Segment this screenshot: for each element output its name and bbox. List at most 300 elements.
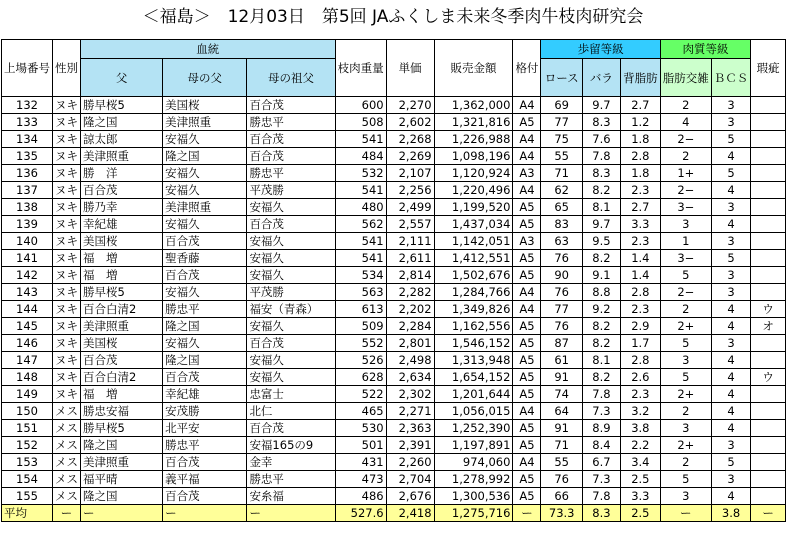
cell-sales-amount: 1,321,816: [434, 114, 513, 131]
cell-loin: 77: [541, 301, 582, 318]
table-row: [2, 114, 786, 131]
cell-marbling: 2−: [660, 182, 711, 199]
cell-loin: 75: [541, 131, 582, 148]
cell-defect: [751, 471, 786, 488]
cell-rib: 7.8: [582, 386, 620, 403]
cell-defect: [751, 386, 786, 403]
cell-sex: ヌキ: [53, 165, 81, 182]
cell-back-fat: 2.8: [620, 284, 660, 301]
cell-grade: A4: [513, 182, 541, 199]
cell-unit-price: 2,814: [386, 267, 434, 284]
cell-sire: 百合白清2: [81, 301, 163, 318]
cell-dam-sire: 幸紀雄: [163, 386, 247, 403]
cell-bcs: 4: [711, 182, 751, 199]
cell-back-fat: 2.6: [620, 369, 660, 386]
cell-sales-amount: 1,362,000: [434, 97, 513, 114]
cell-ear-no: 151: [2, 420, 53, 437]
average-defect: ー: [751, 505, 786, 522]
cell-sire: 勝早桜5: [81, 420, 163, 437]
cell-sales-amount: 1,120,924: [434, 165, 513, 182]
cell-carcass-weight: 534: [335, 267, 386, 284]
cell-dam-sire: 百合茂: [163, 267, 247, 284]
table-row: [2, 352, 786, 369]
cell-sex: ヌキ: [53, 97, 81, 114]
cell-carcass-weight: 532: [335, 165, 386, 182]
cell-bcs: 4: [711, 148, 751, 165]
cell-dam-grandsire: 福安（青森）: [247, 301, 335, 318]
cell-sex: ヌキ: [53, 267, 81, 284]
cell-sex: ヌキ: [53, 386, 81, 403]
average-back-fat: 2.5: [620, 505, 660, 522]
cell-carcass-weight: 486: [335, 488, 386, 505]
cell-grade: A5: [513, 318, 541, 335]
cell-bcs: 5: [711, 454, 751, 471]
cell-back-fat: 3.3: [620, 216, 660, 233]
cell-marbling: 5: [660, 471, 711, 488]
average-sex: ー: [53, 505, 81, 522]
cell-loin: 90: [541, 267, 582, 284]
cell-sex: ヌキ: [53, 301, 81, 318]
cell-ear-no: 134: [2, 131, 53, 148]
cell-ear-no: 150: [2, 403, 53, 420]
cell-marbling: 5: [660, 335, 711, 352]
cell-back-fat: 3.4: [620, 454, 660, 471]
cell-dam-grandsire: 金幸: [247, 454, 335, 471]
cell-defect: [751, 403, 786, 420]
cell-bcs: 4: [711, 403, 751, 420]
cell-unit-price: 2,634: [386, 369, 434, 386]
table-row: [2, 454, 786, 471]
cell-defect: [751, 437, 786, 454]
cell-back-fat: 2.3: [620, 386, 660, 403]
cell-carcass-weight: 431: [335, 454, 386, 471]
cell-ear-no: 133: [2, 114, 53, 131]
cell-sire: 隆之国: [81, 114, 163, 131]
cell-defect: [751, 420, 786, 437]
cell-sire: 美津照重: [81, 148, 163, 165]
cell-back-fat: 1.2: [620, 114, 660, 131]
header-loin: ロース: [541, 59, 582, 97]
cell-sex: メス: [53, 488, 81, 505]
cell-sales-amount: 974,060: [434, 454, 513, 471]
cell-bcs: 3: [711, 114, 751, 131]
cell-unit-price: 2,202: [386, 301, 434, 318]
cell-sex: ヌキ: [53, 131, 81, 148]
cell-sire: 美国桜: [81, 335, 163, 352]
cell-defect: [751, 182, 786, 199]
cell-grade: A4: [513, 403, 541, 420]
cell-rib: 6.7: [582, 454, 620, 471]
cell-sales-amount: 1,142,051: [434, 233, 513, 250]
cell-loin: 83: [541, 216, 582, 233]
cell-sex: ヌキ: [53, 199, 81, 216]
cell-grade: A5: [513, 335, 541, 352]
cell-dam-sire: 安福久: [163, 216, 247, 233]
average-sales-amount: 1,275,716: [434, 505, 513, 522]
cell-carcass-weight: 509: [335, 318, 386, 335]
table-row: [2, 148, 786, 165]
cell-bcs: 4: [711, 386, 751, 403]
cell-loin: 65: [541, 199, 582, 216]
cell-sex: ヌキ: [53, 216, 81, 233]
cell-grade: A4: [513, 97, 541, 114]
average-grade: ー: [513, 505, 541, 522]
cell-carcass-weight: 541: [335, 131, 386, 148]
cell-ear-no: 149: [2, 386, 53, 403]
cell-unit-price: 2,268: [386, 131, 434, 148]
cell-sire: 勝早桜5: [81, 284, 163, 301]
cell-ear-no: 140: [2, 233, 53, 250]
cell-marbling: 3−: [660, 250, 711, 267]
cell-dam-sire: 安茂勝: [163, 403, 247, 420]
cell-ear-no: 139: [2, 216, 53, 233]
cell-loin: 71: [541, 437, 582, 454]
cell-unit-price: 2,704: [386, 471, 434, 488]
header-bloodline: 血統: [81, 40, 336, 59]
cell-carcass-weight: 541: [335, 233, 386, 250]
cell-dam-grandsire: 安福165の9: [247, 437, 335, 454]
cell-bcs: 4: [711, 488, 751, 505]
average-unit-price: 2,418: [386, 505, 434, 522]
cell-bcs: 4: [711, 216, 751, 233]
header-unit-price: 単価: [386, 40, 434, 97]
cell-sex: ヌキ: [53, 335, 81, 352]
cell-dam-grandsire: 安福久: [247, 199, 335, 216]
cell-back-fat: 2.9: [620, 318, 660, 335]
average-label: 平均: [2, 505, 53, 522]
cell-loin: 64: [541, 403, 582, 420]
cell-sex: ヌキ: [53, 318, 81, 335]
cell-back-fat: 1.8: [620, 131, 660, 148]
cell-ear-no: 152: [2, 437, 53, 454]
cell-rib: 8.4: [582, 437, 620, 454]
cell-ear-no: 135: [2, 148, 53, 165]
cell-unit-price: 2,676: [386, 488, 434, 505]
cell-rib: 9.1: [582, 267, 620, 284]
cell-dam-sire: 勝忠平: [163, 437, 247, 454]
cell-sales-amount: 1,654,152: [434, 369, 513, 386]
cell-dam-sire: 隆之国: [163, 352, 247, 369]
cell-grade: A3: [513, 165, 541, 182]
table-body: [2, 97, 786, 505]
cell-sire: 美津照重: [81, 318, 163, 335]
cell-marbling: 2: [660, 148, 711, 165]
carcass-results-table: [1, 39, 786, 522]
table-row: [2, 250, 786, 267]
cell-marbling: 2: [660, 97, 711, 114]
cell-marbling: 5: [660, 267, 711, 284]
cell-ear-no: 132: [2, 97, 53, 114]
cell-rib: 8.1: [582, 199, 620, 216]
table-row: [2, 318, 786, 335]
cell-defect: [751, 335, 786, 352]
cell-grade: A5: [513, 369, 541, 386]
cell-sex: メス: [53, 420, 81, 437]
cell-marbling: 3: [660, 420, 711, 437]
cell-unit-price: 2,260: [386, 454, 434, 471]
cell-back-fat: 2.7: [620, 97, 660, 114]
cell-back-fat: 2.2: [620, 437, 660, 454]
cell-ear-no: 148: [2, 369, 53, 386]
cell-unit-price: 2,284: [386, 318, 434, 335]
cell-back-fat: 2.8: [620, 352, 660, 369]
cell-marbling: 1: [660, 233, 711, 250]
cell-back-fat: 2.3: [620, 233, 660, 250]
cell-bcs: 3: [711, 199, 751, 216]
cell-marbling: 4: [660, 114, 711, 131]
cell-rib: 8.1: [582, 352, 620, 369]
cell-dam-grandsire: 平茂勝: [247, 284, 335, 301]
table-row: [2, 488, 786, 505]
cell-rib: 8.9: [582, 420, 620, 437]
cell-marbling: 2: [660, 301, 711, 318]
page-title: ＜福島＞ 12月03日 第5回 JAふくしま未来冬季肉牛枝肉研究会: [142, 7, 644, 27]
cell-dam-sire: 美国桜: [163, 97, 247, 114]
cell-sex: ヌキ: [53, 233, 81, 250]
cell-loin: 69: [541, 97, 582, 114]
cell-defect: [751, 352, 786, 369]
cell-defect: [751, 488, 786, 505]
cell-rib: 8.2: [582, 369, 620, 386]
cell-loin: 76: [541, 250, 582, 267]
cell-unit-price: 2,602: [386, 114, 434, 131]
table-row: [2, 165, 786, 182]
cell-defect: [751, 267, 786, 284]
cell-marbling: 3: [660, 352, 711, 369]
cell-unit-price: 2,270: [386, 97, 434, 114]
cell-bcs: 3: [711, 471, 751, 488]
cell-defect: [751, 216, 786, 233]
cell-marbling: 2: [660, 403, 711, 420]
header-dam-grandsire: 母の祖父: [247, 59, 335, 97]
cell-dam-grandsire: 勝忠平: [247, 114, 335, 131]
header-quality-grade: 肉質等級: [660, 40, 751, 59]
cell-sire: 百合茂: [81, 352, 163, 369]
cell-grade: A5: [513, 471, 541, 488]
average-dam-sire: ー: [163, 505, 247, 522]
cell-dam-grandsire: 百合茂: [247, 148, 335, 165]
table-row: [2, 386, 786, 403]
table-row: [2, 182, 786, 199]
cell-rib: 7.3: [582, 403, 620, 420]
cell-marbling: 5: [660, 369, 711, 386]
cell-grade: A4: [513, 284, 541, 301]
cell-dam-sire: 安福久: [163, 335, 247, 352]
table-row: [2, 267, 786, 284]
cell-ear-no: 138: [2, 199, 53, 216]
cell-sex: ヌキ: [53, 182, 81, 199]
header-grade: 格付: [513, 40, 541, 97]
cell-sire: 福 増: [81, 267, 163, 284]
cell-unit-price: 2,302: [386, 386, 434, 403]
cell-sales-amount: 1,056,015: [434, 403, 513, 420]
average-row: [2, 505, 786, 522]
cell-rib: 8.2: [582, 250, 620, 267]
cell-grade: A4: [513, 131, 541, 148]
cell-grade: A5: [513, 437, 541, 454]
cell-back-fat: 2.8: [620, 148, 660, 165]
cell-sex: メス: [53, 454, 81, 471]
cell-ear-no: 153: [2, 454, 53, 471]
cell-sales-amount: 1,098,196: [434, 148, 513, 165]
cell-ear-no: 143: [2, 284, 53, 301]
cell-defect: [751, 97, 786, 114]
cell-sire: 幸紀雄: [81, 216, 163, 233]
cell-dam-sire: 隆之国: [163, 318, 247, 335]
cell-loin: 91: [541, 420, 582, 437]
cell-bcs: 4: [711, 352, 751, 369]
cell-back-fat: 1.4: [620, 267, 660, 284]
cell-bcs: 4: [711, 301, 751, 318]
cell-carcass-weight: 552: [335, 335, 386, 352]
cell-carcass-weight: 473: [335, 471, 386, 488]
cell-marbling: 2+: [660, 386, 711, 403]
cell-loin: 55: [541, 454, 582, 471]
cell-dam-grandsire: 平茂勝: [247, 182, 335, 199]
cell-marbling: 3: [660, 488, 711, 505]
cell-bcs: 4: [711, 318, 751, 335]
cell-back-fat: 1.4: [620, 250, 660, 267]
cell-rib: 9.5: [582, 233, 620, 250]
cell-marbling: 2−: [660, 284, 711, 301]
cell-defect: [751, 148, 786, 165]
cell-bcs: 3: [711, 97, 751, 114]
cell-sales-amount: 1,437,034: [434, 216, 513, 233]
cell-dam-sire: 安福久: [163, 182, 247, 199]
cell-loin: 77: [541, 114, 582, 131]
cell-back-fat: 3.8: [620, 420, 660, 437]
cell-dam-sire: 百合茂: [163, 488, 247, 505]
cell-back-fat: 3.2: [620, 403, 660, 420]
cell-sire: 福 増: [81, 386, 163, 403]
cell-sex: メス: [53, 403, 81, 420]
cell-defect: [751, 199, 786, 216]
cell-ear-no: 146: [2, 335, 53, 352]
cell-sire: 勝早桜5: [81, 97, 163, 114]
cell-dam-grandsire: 安福久: [247, 233, 335, 250]
cell-bcs: 3: [711, 335, 751, 352]
cell-sire: 百合茂: [81, 182, 163, 199]
cell-loin: 76: [541, 318, 582, 335]
cell-sire: 隆之国: [81, 488, 163, 505]
cell-unit-price: 2,611: [386, 250, 434, 267]
cell-defect: [751, 284, 786, 301]
table-row: [2, 216, 786, 233]
average-bcs: 3.8: [711, 505, 751, 522]
cell-unit-price: 2,363: [386, 420, 434, 437]
cell-sex: ヌキ: [53, 148, 81, 165]
cell-bcs: 5: [711, 165, 751, 182]
cell-marbling: 3: [660, 216, 711, 233]
cell-sales-amount: 1,300,536: [434, 488, 513, 505]
cell-defect: [751, 233, 786, 250]
average-dam-grandsire: ー: [247, 505, 335, 522]
cell-bcs: 3: [711, 284, 751, 301]
header-ear-no: 上場番号: [2, 40, 53, 97]
cell-bcs: 4: [711, 369, 751, 386]
cell-unit-price: 2,282: [386, 284, 434, 301]
cell-grade: A5: [513, 267, 541, 284]
cell-defect: ウ: [751, 369, 786, 386]
cell-dam-sire: 安福久: [163, 284, 247, 301]
cell-dam-grandsire: 忠富士: [247, 386, 335, 403]
cell-marbling: 1+: [660, 165, 711, 182]
cell-ear-no: 154: [2, 471, 53, 488]
cell-loin: 71: [541, 165, 582, 182]
cell-rib: 7.6: [582, 131, 620, 148]
header-rib: バラ: [582, 59, 620, 97]
cell-dam-grandsire: 安糸福: [247, 488, 335, 505]
cell-defect: オ: [751, 318, 786, 335]
cell-back-fat: 3.3: [620, 488, 660, 505]
average-carcass-weight: 527.6: [335, 505, 386, 522]
cell-back-fat: 2.5: [620, 471, 660, 488]
cell-grade: A5: [513, 114, 541, 131]
cell-marbling: 2+: [660, 318, 711, 335]
table-row: [2, 420, 786, 437]
cell-rib: 7.8: [582, 488, 620, 505]
cell-loin: 61: [541, 352, 582, 369]
table-row: [2, 437, 786, 454]
cell-ear-no: 141: [2, 250, 53, 267]
cell-grade: A4: [513, 454, 541, 471]
cell-dam-sire: 義平福: [163, 471, 247, 488]
cell-back-fat: 2.3: [620, 182, 660, 199]
cell-back-fat: 2.3: [620, 301, 660, 318]
cell-grade: A5: [513, 420, 541, 437]
cell-loin: 62: [541, 182, 582, 199]
cell-bcs: 3: [711, 437, 751, 454]
cell-defect: [751, 165, 786, 182]
cell-unit-price: 2,107: [386, 165, 434, 182]
cell-loin: 55: [541, 148, 582, 165]
table-row: [2, 97, 786, 114]
average-marbling: ー: [660, 505, 711, 522]
cell-loin: 76: [541, 284, 582, 301]
cell-rib: 8.2: [582, 335, 620, 352]
cell-unit-price: 2,391: [386, 437, 434, 454]
cell-sales-amount: 1,162,556: [434, 318, 513, 335]
cell-dam-grandsire: 百合茂: [247, 131, 335, 148]
cell-ear-no: 147: [2, 352, 53, 369]
header-defect: 瑕疵: [751, 40, 786, 97]
table-row: [2, 131, 786, 148]
cell-sire: 福 増: [81, 250, 163, 267]
cell-sire: 勝 洋: [81, 165, 163, 182]
cell-defect: ウ: [751, 301, 786, 318]
cell-defect: [751, 250, 786, 267]
cell-sex: ヌキ: [53, 352, 81, 369]
cell-bcs: 3: [711, 267, 751, 284]
cell-carcass-weight: 484: [335, 148, 386, 165]
table-row: [2, 403, 786, 420]
cell-carcass-weight: 526: [335, 352, 386, 369]
cell-dam-grandsire: 安福久: [247, 267, 335, 284]
cell-carcass-weight: 541: [335, 250, 386, 267]
cell-sire: 美津照重: [81, 454, 163, 471]
cell-carcass-weight: 600: [335, 97, 386, 114]
cell-sales-amount: 1,284,766: [434, 284, 513, 301]
cell-dam-sire: 安福久: [163, 131, 247, 148]
cell-back-fat: 1.8: [620, 165, 660, 182]
cell-sire: 諒太郎: [81, 131, 163, 148]
cell-dam-grandsire: 百合茂: [247, 97, 335, 114]
cell-defect: [751, 454, 786, 471]
cell-carcass-weight: 628: [335, 369, 386, 386]
cell-unit-price: 2,498: [386, 352, 434, 369]
cell-grade: A5: [513, 352, 541, 369]
cell-dam-sire: 安福久: [163, 165, 247, 182]
